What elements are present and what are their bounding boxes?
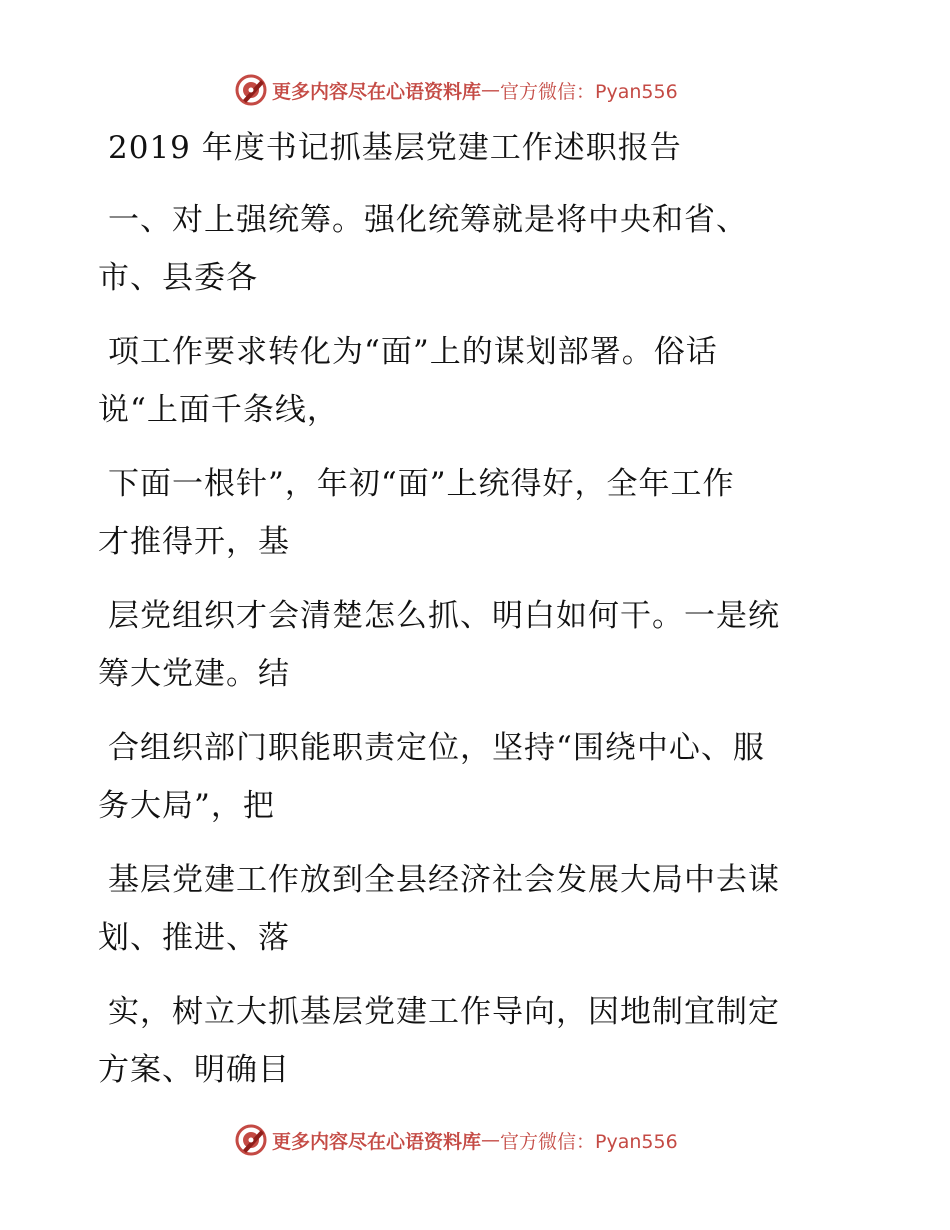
banner-content: [234, 1120, 678, 1160]
body-line-6: 才推得开，基: [98, 524, 290, 560]
header-banner: [0, 70, 950, 110]
banner-text: 更多内容尽在心语资料库: [272, 80, 482, 103]
banner-account: 官方微信：Pyan556: [500, 80, 678, 103]
body-line-4: 说“上面千条线，: [98, 392, 339, 428]
pen-nib-logo-icon: [234, 1123, 268, 1157]
body-line-12: 划、推进、落: [98, 920, 290, 956]
body-line-2: 市、县委各: [98, 260, 258, 296]
body-line-10: 务大局”，把: [98, 788, 275, 824]
banner-separator: —: [481, 79, 501, 101]
body-line-7: 层党组织才会清楚怎么抓、明白如何干。一是统: [108, 598, 780, 634]
body-line-9: 合组织部门职能职责定位，坚持“围绕中心、服: [108, 730, 765, 766]
body-line-8: 筹大党建。结: [98, 656, 290, 692]
body-line-13: 实，树立大抓基层党建工作导向，因地制宜制定: [108, 994, 780, 1030]
banner-content: [234, 70, 678, 110]
pen-nib-logo-icon: [234, 73, 268, 107]
body-line-1: 一、对上强统筹。强化统筹就是将中央和省、: [108, 202, 748, 238]
body-line-5: 下面一根针”，年初“面”上统得好，全年工作: [108, 466, 735, 502]
document-title: 2019 年度书记抓基层党建工作述职报告: [108, 130, 682, 166]
body-line-11: 基层党建工作放到全县经济社会发展大局中去谋: [108, 862, 780, 898]
banner-separator: —: [481, 1129, 501, 1151]
body-line-3: 项工作要求转化为“面”上的谋划部署。俗话: [108, 334, 718, 370]
body-line-14: 方案、明确目: [98, 1052, 290, 1088]
banner-text: 更多内容尽在心语资料库: [272, 1130, 482, 1153]
banner-account: 官方微信：Pyan556: [500, 1130, 678, 1153]
footer-banner: [0, 1120, 950, 1160]
